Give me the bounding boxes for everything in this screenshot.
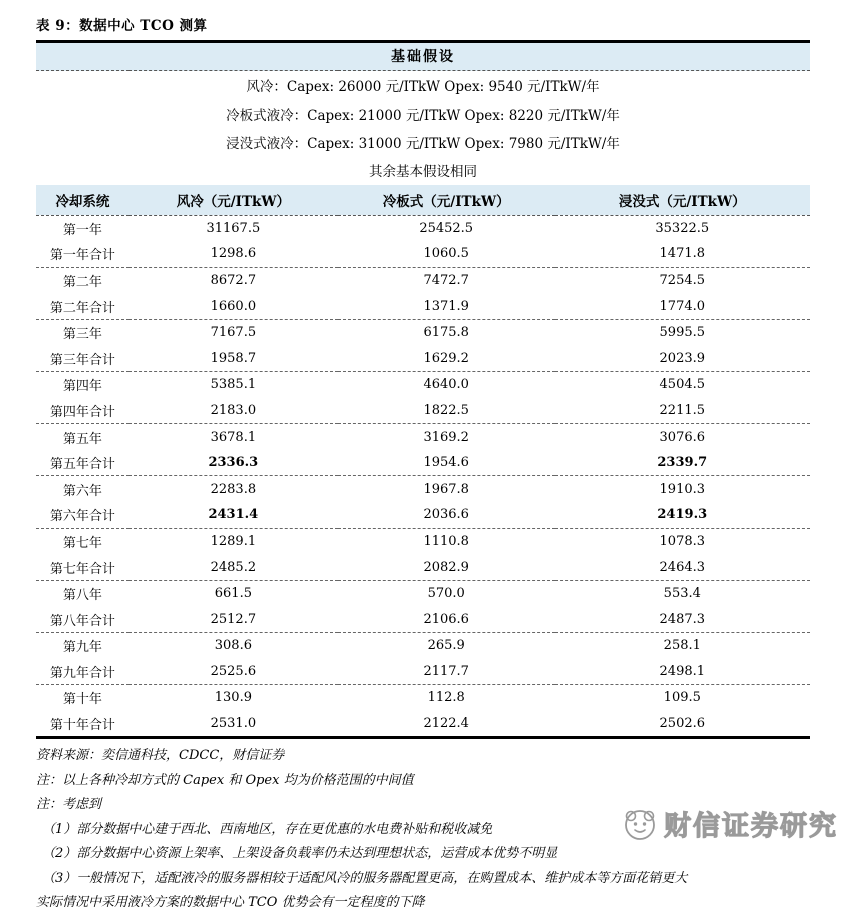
assumption-cold-plate: 冷板式液冷：Capex: 21000 元/ITkW Opex: 8220 元/ITkW/年 <box>226 107 620 124</box>
cell-value: 1774.0 <box>555 293 810 319</box>
table-row <box>36 659 810 685</box>
cell-value: 2122.4 <box>338 711 555 738</box>
cell-value: 2431.4 <box>129 502 338 528</box>
note-line: 注：考虑到 <box>36 797 102 813</box>
table-row <box>36 633 810 659</box>
row-label: 第三年合计 <box>36 345 129 371</box>
row-label: 第四年合计 <box>36 398 129 424</box>
row-label: 第七年 <box>62 535 102 551</box>
cell-value: 3076.6 <box>659 429 706 445</box>
footnotes <box>36 744 810 916</box>
cell-value: 308.6 <box>214 638 252 654</box>
column-header-air-cooling: 风冷（元/ITkW） <box>129 185 338 216</box>
assumption-other-same: 其余基本假设相同 <box>369 164 477 181</box>
cell-value: 2023.9 <box>555 345 810 371</box>
column-header-cold-plate: 冷板式（元/ITkW） <box>338 185 555 216</box>
cell-value: 7254.5 <box>659 272 706 288</box>
cell-value: 5385.1 <box>210 377 257 393</box>
row-label: 第一年 <box>62 222 102 238</box>
tco-table <box>36 40 810 739</box>
row-label: 第九年 <box>62 640 102 656</box>
row-label: 第八年合计 <box>36 606 129 632</box>
row-label: 第九年合计 <box>36 659 129 685</box>
cell-value: 2525.6 <box>129 659 338 685</box>
row-label: 第二年 <box>62 274 102 290</box>
table-row <box>36 398 810 424</box>
assumption-row-other <box>36 156 810 184</box>
cell-value: 2036.6 <box>338 502 555 528</box>
cell-value: 258.1 <box>663 638 701 654</box>
cell-value: 2502.6 <box>555 711 810 738</box>
note-line: （3）一般情况下，适配液冷的服务器相较于适配风冷的服务器配置更高，在购置成本、维护成本等方面花销更大 <box>42 870 688 886</box>
cell-value: 1110.8 <box>423 533 469 549</box>
cell-value: 2419.3 <box>555 502 810 528</box>
note-line: （2）部分数据中心资源上架率、上架设备负载率仍未达到理想状态，运营成本优势不明显 <box>42 846 558 862</box>
table-row <box>36 476 810 502</box>
row-label: 第五年合计 <box>36 450 129 476</box>
cell-value: 1298.6 <box>129 241 338 267</box>
cell-value: 7167.5 <box>210 325 257 341</box>
cell-value: 2531.0 <box>129 711 338 738</box>
column-header-cooling-system: 冷却系统 <box>36 185 129 216</box>
watermark-text: 财信证券研究 <box>664 811 838 842</box>
cell-value: 1371.9 <box>338 293 555 319</box>
table-row <box>36 685 810 711</box>
column-header-immersion: 浸没式（元/ITkW） <box>555 185 810 216</box>
cell-value: 2512.7 <box>129 606 338 632</box>
cell-value: 2336.3 <box>129 450 338 476</box>
table-row <box>36 215 810 241</box>
assumption-row-air-cooling <box>36 71 810 100</box>
table-title: 表 9：数据中心 TCO 测算 <box>36 18 208 34</box>
note-line: 注：以上各种冷却方式的 Capex 和 Opex 均为价格范围的中间值 <box>36 772 414 788</box>
note-line: 资料来源：奕信通科技，CDCC，财信证券 <box>36 748 285 764</box>
row-label: 第二年合计 <box>36 293 129 319</box>
table-row <box>36 319 810 345</box>
section-header-basic-assumptions: 基础假设 <box>36 42 810 71</box>
cell-value: 1958.7 <box>129 345 338 371</box>
cell-value: 4640.0 <box>423 377 469 393</box>
note-line: 实际情况中采用液冷方案的数据中心 TCO 优势会有一定程度的下降 <box>36 895 425 911</box>
table-row <box>36 372 810 398</box>
cell-value: 1967.8 <box>423 481 469 497</box>
cell-value: 1910.3 <box>659 481 706 497</box>
cell-value: 5995.5 <box>659 325 706 341</box>
row-label: 第十年 <box>62 692 102 708</box>
table-row <box>36 528 810 554</box>
assumption-row-cold-plate <box>36 99 810 127</box>
cell-value: 2106.6 <box>338 606 555 632</box>
assumption-immersion: 浸没式液冷：Capex: 31000 元/ITkW Opex: 7980 元/ITkW/年 <box>226 135 620 152</box>
table-row <box>36 580 810 606</box>
cell-value: 130.9 <box>214 690 252 706</box>
cell-value: 2183.0 <box>129 398 338 424</box>
row-label: 第四年 <box>62 379 102 395</box>
cell-value: 1078.3 <box>659 533 706 549</box>
cell-value: 1660.0 <box>129 293 338 319</box>
cell-value: 6175.8 <box>423 325 469 341</box>
cell-value: 4504.5 <box>659 377 706 393</box>
column-header-row <box>36 185 810 216</box>
table-row <box>36 554 810 580</box>
cell-value: 2082.9 <box>338 554 555 580</box>
row-label: 第八年 <box>62 588 102 604</box>
table-row <box>36 502 810 528</box>
row-label: 第五年 <box>62 431 102 447</box>
row-label: 第十年合计 <box>36 711 129 738</box>
cell-value: 31167.5 <box>206 220 261 236</box>
cell-value: 3169.2 <box>423 429 469 445</box>
table-row <box>36 711 810 738</box>
cell-value: 2283.8 <box>210 481 257 497</box>
cell-value: 1822.5 <box>338 398 555 424</box>
table-row <box>36 450 810 476</box>
tco-table-body <box>36 215 810 738</box>
cell-value: 1471.8 <box>555 241 810 267</box>
cell-value: 112.8 <box>427 690 465 706</box>
assumption-air-cooling: 风冷：Capex: 26000 元/ITkW Opex: 9540 元/ITkW/年 <box>246 79 600 96</box>
cell-value: 1289.1 <box>210 533 257 549</box>
cell-value: 1954.6 <box>338 450 555 476</box>
cell-value: 2464.3 <box>555 554 810 580</box>
cell-value: 570.0 <box>427 586 465 602</box>
note-line: （1）部分数据中心建于西北、西南地区，存在更优惠的水电费补贴和税收减免 <box>42 821 493 837</box>
table-row <box>36 424 810 450</box>
table-row <box>36 241 810 267</box>
cell-value: 1060.5 <box>338 241 555 267</box>
section-header-row <box>36 42 810 71</box>
cell-value: 265.9 <box>427 638 465 654</box>
cell-value: 35322.5 <box>655 220 710 236</box>
assumption-row-immersion <box>36 128 810 156</box>
cell-value: 1629.2 <box>338 345 555 371</box>
table-row <box>36 267 810 293</box>
cell-value: 2117.7 <box>338 659 555 685</box>
cell-value: 25452.5 <box>419 220 474 236</box>
cell-value: 2211.5 <box>555 398 810 424</box>
cell-value: 2498.1 <box>555 659 810 685</box>
cell-value: 109.5 <box>663 690 701 706</box>
row-label: 第六年合计 <box>36 502 129 528</box>
table-row <box>36 606 810 632</box>
cell-value: 553.4 <box>663 586 701 602</box>
row-label: 第七年合计 <box>36 554 129 580</box>
cell-value: 8672.7 <box>210 272 257 288</box>
cell-value: 661.5 <box>214 586 252 602</box>
cell-value: 2339.7 <box>555 450 810 476</box>
cell-value: 2485.2 <box>129 554 338 580</box>
row-label: 第三年 <box>62 327 102 343</box>
row-label: 第六年 <box>62 483 102 499</box>
cell-value: 3678.1 <box>210 429 257 445</box>
report-page <box>0 14 844 911</box>
row-label: 第一年合计 <box>36 241 129 267</box>
table-row <box>36 293 810 319</box>
table-row <box>36 345 810 371</box>
cell-value: 7472.7 <box>423 272 469 288</box>
cell-value: 2487.3 <box>555 606 810 632</box>
